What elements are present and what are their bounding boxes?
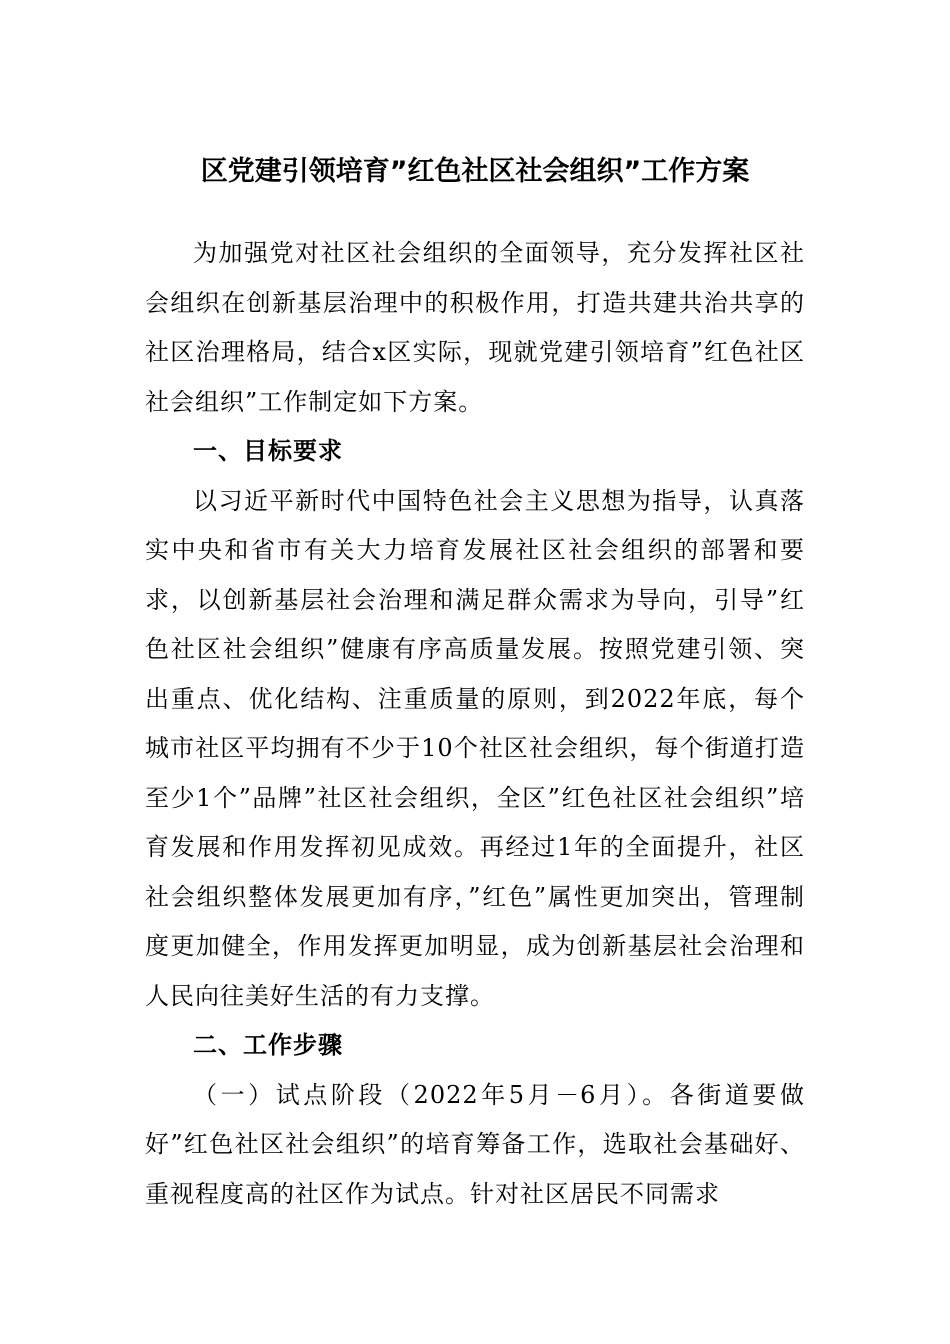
goals-paragraph: 以习近平新时代中国特色社会主义思想为指导，认真落实中央和省市有关大力培育发展社区社会组织的部署和要求，以创新基层社会治理和满足群众需求为导向，引导”红色社区社会组织”健康有序高质量发展。按照党建引领、突出重点、优化结构、注重质量的原则，到2022年底，每个城市社区平均拥有不少于10个社区社会组织，每个街道打造至少1个”品牌”社区社会组织，全区”红色社区社会组织”培育发展和作用发挥初见成效。再经过1年的全面提升，社区社会组织整体发展更加有序，”红色”属性更加突出，管理制度更加健全，作用发挥更加明显，成为创新基层社会治理和人民向往美好生活的有力支撑。 <box>145 486 805 1010</box>
section-heading-steps: 二、工作步骤 <box>193 1031 343 1059</box>
document-body <box>145 229 805 1219</box>
document-title: 区党建引领培育”红色社区社会组织”工作方案 <box>200 156 750 187</box>
section-heading-goals: 一、目标要求 <box>193 437 343 465</box>
intro-paragraph: 为加强党对社区社会组织的全面领导，充分发挥社区社会组织在创新基层治理中的积极作用，打造共建共治共享的社区治理格局，结合x区实际，现就党建引领培育”红色社区社会组织”工作制定如下方案。 <box>145 239 805 416</box>
steps-paragraph: （一）试点阶段（2022年5月－6月）。各街道要做好”红色社区社会组织”的培育筹备工作，选取社会基础好、重视程度高的社区作为试点。针对社区居民不同需求 <box>145 1080 805 1208</box>
